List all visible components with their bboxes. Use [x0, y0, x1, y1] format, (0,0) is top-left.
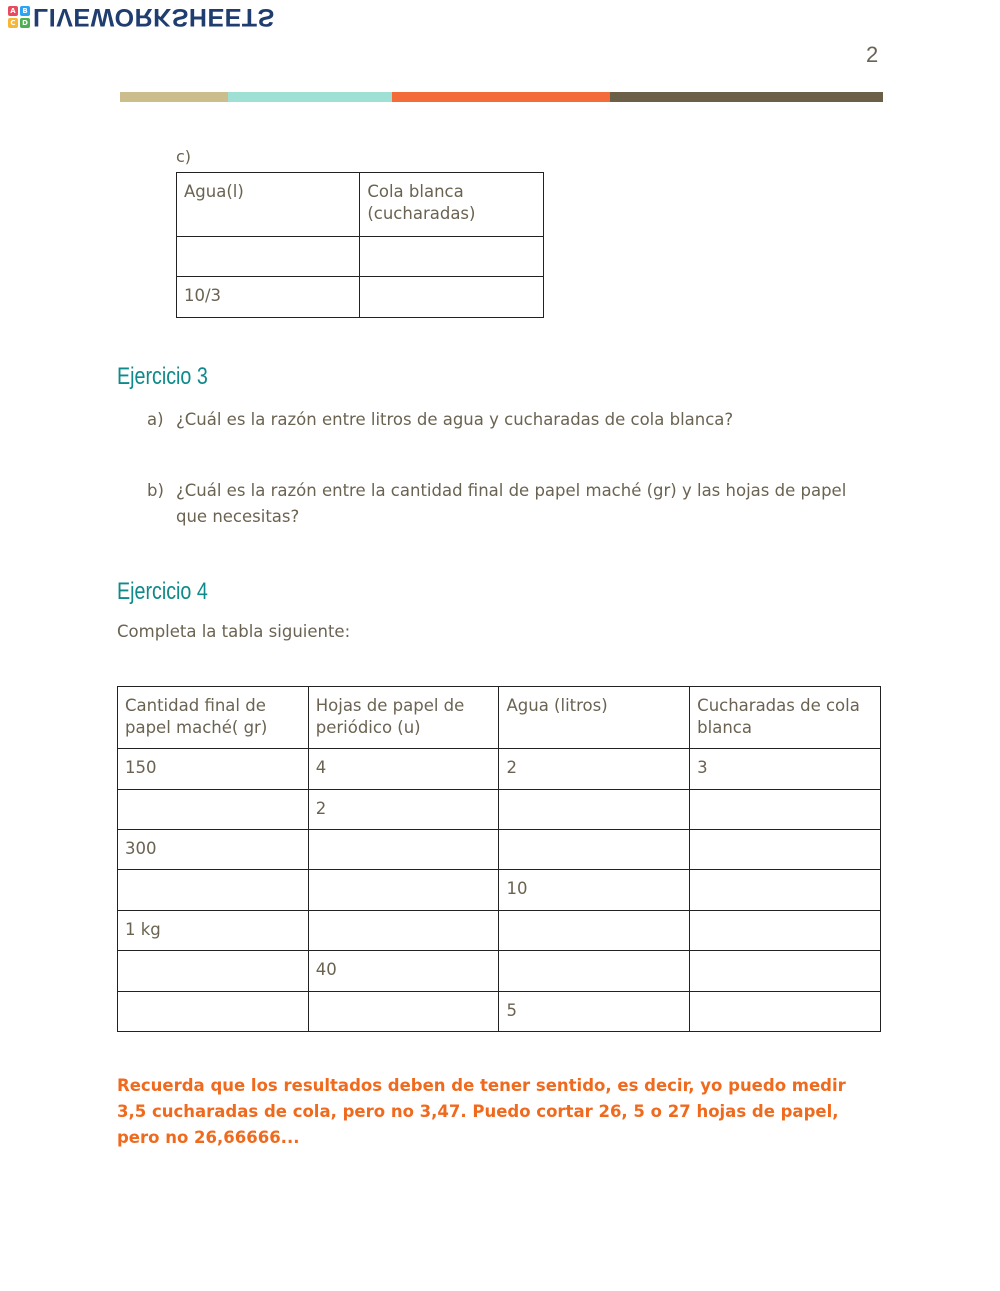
table-cell-input[interactable]: [690, 992, 881, 1032]
table-cell: 2: [499, 749, 690, 790]
table-cell-input[interactable]: [690, 870, 881, 911]
table-header-cell: Hojas de papel de periódico (u): [308, 687, 499, 749]
liveworksheets-logo: [8, 5, 275, 29]
table-row: [118, 830, 881, 870]
table-cell: 10: [499, 870, 690, 911]
question-a: [147, 407, 882, 433]
question-text: ¿Cuál es la razón entre la cantidad final de papel maché (gr) y las hojas de papel que necesitas?: [176, 481, 847, 526]
table-cell-input[interactable]: [360, 237, 544, 277]
table-header-cell: Cantidad final de papel maché( gr): [118, 687, 309, 749]
table-header-cell: Cola blanca (cucharadas): [360, 173, 544, 237]
table-header-row: [177, 173, 544, 237]
table-header-cell: Agua (litros): [499, 687, 690, 749]
logo-tile: C: [8, 18, 18, 28]
table-cell-input[interactable]: [308, 830, 499, 870]
table-row: [118, 951, 881, 992]
table-cell: 5: [499, 992, 690, 1032]
table-cell: 150: [118, 749, 309, 790]
table-cell-input[interactable]: [118, 870, 309, 911]
table-cell-input[interactable]: [118, 790, 309, 830]
table-cell: 4: [308, 749, 499, 790]
color-bar-segment: [228, 92, 392, 102]
table-row: [118, 911, 881, 951]
exercise-4-heading: Ejercicio 4: [117, 578, 208, 605]
table-cell-input[interactable]: [690, 790, 881, 830]
table-cell: 300: [118, 830, 309, 870]
question-b: [147, 478, 882, 530]
reminder-note: Recuerda que los resultados deben de tener sentido, es decir, yo puedo medir 3,5 cucharadas de cola, pero no 3,47. Puedo cortar 26, 5 o 27 hojas de papel, pero no 26,66666...: [117, 1076, 846, 1147]
table-header-row: [118, 687, 881, 749]
table-cell-input[interactable]: [499, 951, 690, 992]
question-marker: a): [147, 410, 164, 429]
table-cell-input[interactable]: [177, 237, 360, 277]
part-c-table: [176, 172, 544, 318]
table-cell-input[interactable]: [118, 951, 309, 992]
decorative-color-bar: [120, 92, 883, 102]
table-header-cell: Cucharadas de cola blanca: [690, 687, 881, 749]
logo-tile: A: [8, 6, 18, 16]
table-cell-input[interactable]: [308, 911, 499, 951]
table-cell-input[interactable]: [690, 830, 881, 870]
color-bar-segment: [120, 92, 228, 102]
table-cell-input[interactable]: [118, 992, 309, 1032]
table-cell-input[interactable]: [308, 870, 499, 911]
logo-text: LIVEWORKSHEETS: [33, 3, 275, 31]
table-cell-input[interactable]: [499, 790, 690, 830]
table-row: [118, 790, 881, 830]
exercise-3-heading: Ejercicio 3: [117, 363, 208, 390]
logo-tiles-icon: [8, 6, 30, 28]
table-cell-input[interactable]: [308, 992, 499, 1032]
question-marker: b): [147, 481, 164, 500]
logo-tile: B: [20, 6, 30, 16]
part-c-label: c): [176, 147, 192, 166]
table-cell-input[interactable]: [690, 951, 881, 992]
page-number: 2: [866, 42, 879, 67]
table-row: [118, 870, 881, 911]
color-bar-segment: [610, 92, 883, 102]
table-cell-input[interactable]: [499, 911, 690, 951]
table-cell-input[interactable]: [360, 277, 544, 318]
table-cell: 2: [308, 790, 499, 830]
table-cell-input[interactable]: [499, 830, 690, 870]
table-cell: 10/3: [177, 277, 360, 318]
table-row: [177, 237, 544, 277]
table-cell-input[interactable]: [690, 911, 881, 951]
table-cell: 1 kg: [118, 911, 309, 951]
table-row: [118, 749, 881, 790]
exercise-4-intro: Completa la tabla siguiente:: [117, 622, 351, 641]
table-cell: 3: [690, 749, 881, 790]
table-row: [177, 277, 544, 318]
question-text: ¿Cuál es la razón entre litros de agua y cucharadas de cola blanca?: [176, 410, 734, 429]
table-header-cell: Agua(l): [177, 173, 360, 237]
exercise-4-table: [117, 686, 881, 1032]
table-cell: 40: [308, 951, 499, 992]
table-row: [118, 992, 881, 1032]
color-bar-segment: [392, 92, 610, 102]
logo-tile: D: [20, 18, 30, 28]
